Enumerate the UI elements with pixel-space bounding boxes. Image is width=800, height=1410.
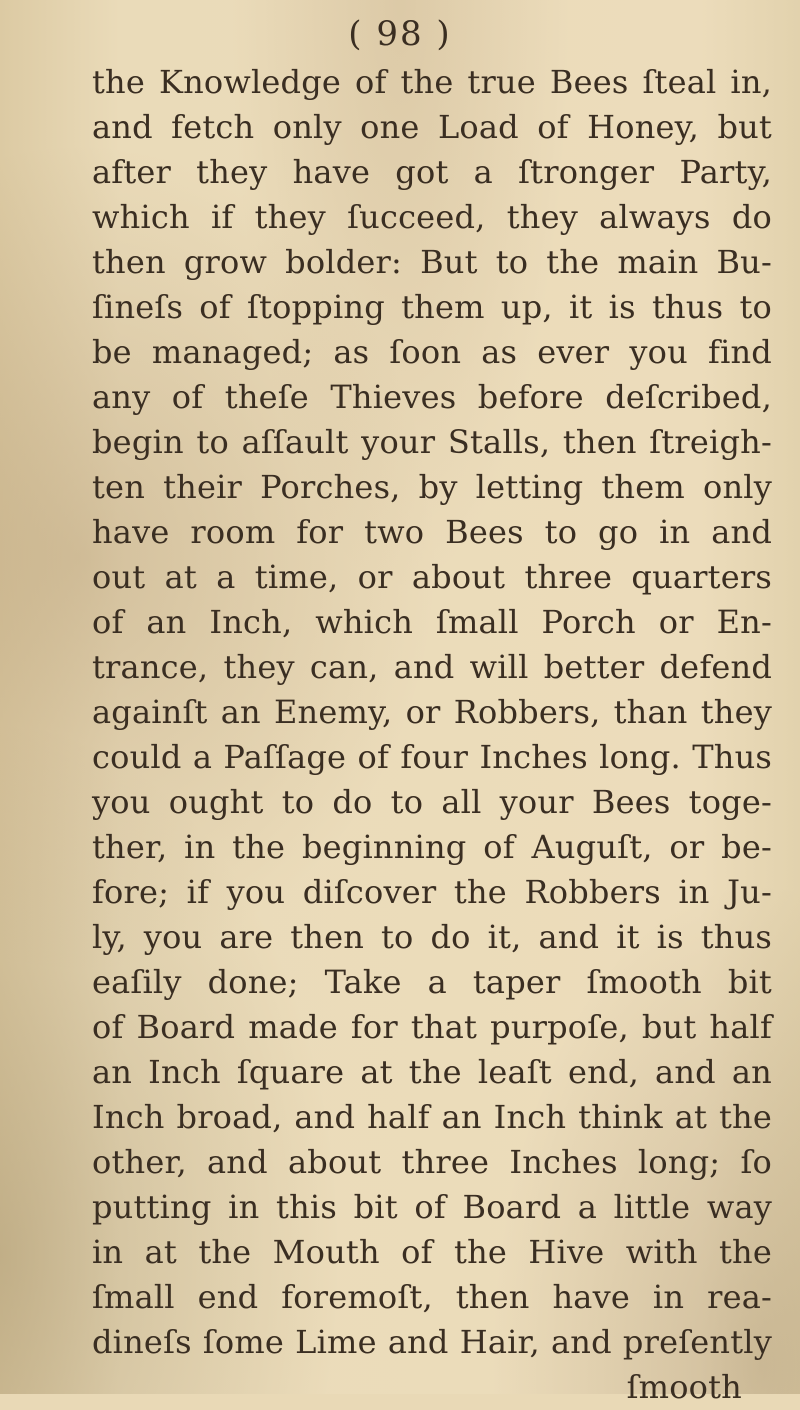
text-line: ther, in the beginning of Auguſt, or be- <box>92 828 772 866</box>
text-line: fore; if you diſcover the Robbers in Ju- <box>92 873 772 911</box>
text-line: an Inch ſquare at the leaſt end, and an <box>92 1053 772 1091</box>
text-line: have room for two Bees to go in and <box>92 513 772 551</box>
catchword: ſmooth <box>626 1368 742 1406</box>
text-line: ſineſs of ſtopping them up, it is thus to <box>92 288 772 326</box>
text-line: out at a time, or about three quarters <box>92 558 772 596</box>
text-line: after they have got a ſtronger Party, <box>92 153 772 191</box>
text-line: could a Paſſage of four Inches long. Thus <box>92 738 772 776</box>
text-line: in at the Mouth of the Hive with the <box>92 1233 772 1271</box>
text-line: againſt an Enemy, or Robbers, than they <box>92 693 772 731</box>
text-line: eaſily done; Take a taper ſmooth bit <box>92 963 772 1001</box>
text-line: ten their Porches, by letting them only <box>92 468 772 506</box>
text-line: trance, they can, and will better defend <box>92 648 772 686</box>
text-line: which if they ſucceed, they always do <box>92 198 772 236</box>
text-line: begin to aſſault your Stalls, then ſtreigh- <box>92 423 772 461</box>
text-line: the Knowledge of the true Bees ſteal in, <box>92 63 772 101</box>
text-line: of Board made for that purpoſe, but half <box>92 1008 772 1046</box>
text-line: putting in this bit of Board a little way <box>92 1188 772 1226</box>
text-line: ſmall end foremoſt, then have in rea- <box>92 1278 772 1316</box>
text-line: other, and about three Inches long; ſo <box>92 1143 772 1181</box>
text-line: ly, you are then to do it, and it is thus <box>92 918 772 956</box>
text-line: Inch broad, and half an Inch think at the <box>92 1098 772 1136</box>
text-line: be managed; as ſoon as ever you find <box>92 333 772 371</box>
page-number: ( 98 ) <box>348 14 452 54</box>
text-line: you ought to do to all your Bees toge- <box>92 783 772 821</box>
text-line: of an Inch, which ſmall Porch or En- <box>92 603 772 641</box>
text-line: then grow bolder: But to the main Bu- <box>92 243 772 281</box>
text-line: and fetch only one Load of Honey, but <box>92 108 772 146</box>
text-line: any of theſe Thieves before deſcribed, <box>92 378 772 416</box>
text-line: dineſs ſome Lime and Hair, and preſently <box>92 1323 772 1361</box>
body-text <box>92 60 772 1410</box>
